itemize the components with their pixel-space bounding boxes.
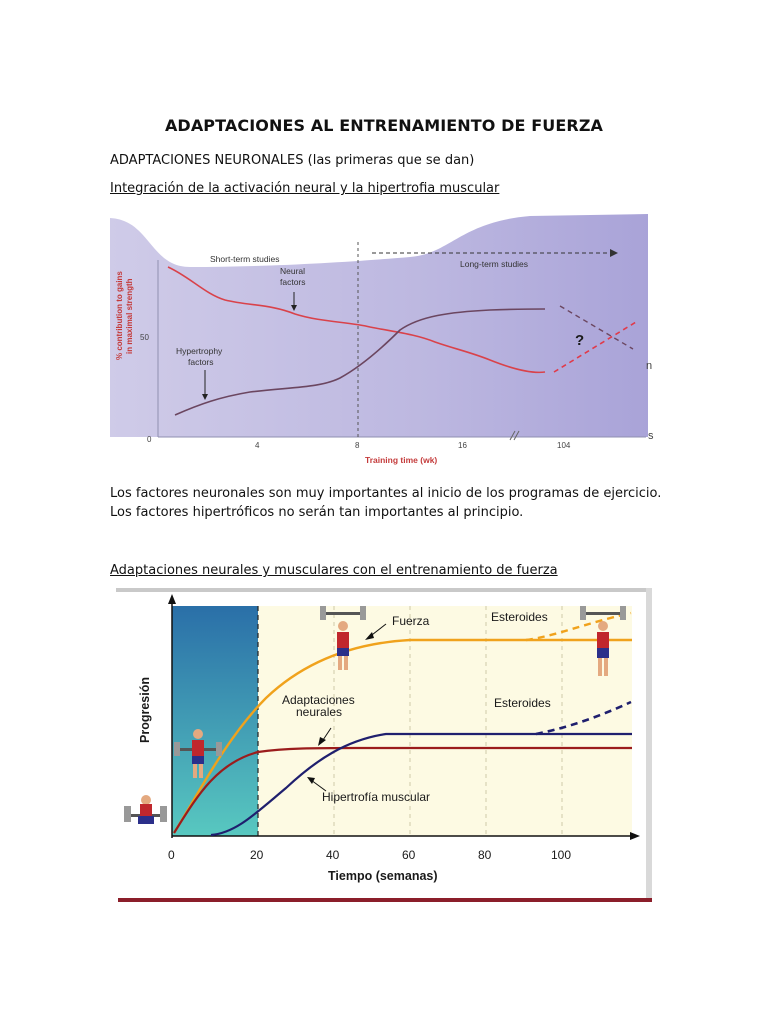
- chart-background: [110, 214, 648, 437]
- xtick-8: 8: [355, 441, 360, 450]
- paragraph-line-2: Los factores hipertróficos no serán tan importantes al principio.: [110, 505, 524, 520]
- subtitle: ADAPTACIONES NEURONALES (las primeras que se dan): [110, 153, 475, 168]
- label-fuerza: Fuerza: [392, 614, 430, 628]
- xtick-40: 40: [326, 848, 340, 862]
- label-hyper-2: factors: [188, 357, 214, 367]
- xtick-80: 80: [478, 848, 492, 862]
- xtick-100: 100: [551, 848, 572, 862]
- x-axis-label: Training time (wk): [365, 455, 438, 465]
- label-adaptaciones-1: Adaptaciones: [282, 693, 355, 707]
- clipped-text-s: s: [648, 430, 654, 442]
- xtick-60: 60: [402, 848, 416, 862]
- x-axis-label: Tiempo (semanas): [328, 869, 438, 883]
- ytick-50: 50: [140, 333, 149, 342]
- xtick-20: 20: [250, 848, 264, 862]
- section1-heading: Integración de la activación neural y la hipertrofia muscular: [110, 181, 500, 196]
- label-adaptaciones-2: neurales: [296, 705, 343, 719]
- figure-neural-muscular-adaptations-chart: [116, 588, 652, 902]
- label-long-term: Long-term studies: [460, 259, 529, 269]
- label-esteroides-top: Esteroides: [491, 610, 548, 624]
- xtick-0: 0: [168, 848, 175, 862]
- label-hipertrofia: Hipertrofía muscular: [322, 790, 431, 804]
- label-neural-1: Neural: [280, 266, 306, 276]
- y-axis-label-1: % contribution to gains: [115, 271, 124, 360]
- ytick-0: 0: [147, 435, 152, 444]
- y-axis-label: Progresión: [138, 677, 152, 743]
- figure-neural-hypertrophy-chart: [110, 212, 655, 472]
- page-title: ADAPTACIONES AL ENTRENAMIENTO DE FUERZA: [164, 116, 604, 135]
- xtick-104: 104: [557, 441, 571, 450]
- label-hyper-1: Hypertrophy: [176, 346, 223, 356]
- section2-heading: Adaptaciones neurales y musculares con el entrenamiento de fuerza: [110, 563, 558, 578]
- clipped-text-n: n: [646, 360, 653, 372]
- label-short-term: Short-term studies: [210, 254, 280, 264]
- xtick-16: 16: [458, 441, 467, 450]
- question-mark: ?: [575, 332, 585, 349]
- label-neural-2: factors: [280, 277, 306, 287]
- paragraph-line-1: Los factores neuronales son muy importantes al inicio de los programas de ejercicio.: [110, 486, 662, 501]
- xtick-4: 4: [255, 441, 260, 450]
- label-esteroides-mid: Esteroides: [494, 696, 551, 710]
- y-axis-label-2: in maximal strength: [125, 278, 134, 354]
